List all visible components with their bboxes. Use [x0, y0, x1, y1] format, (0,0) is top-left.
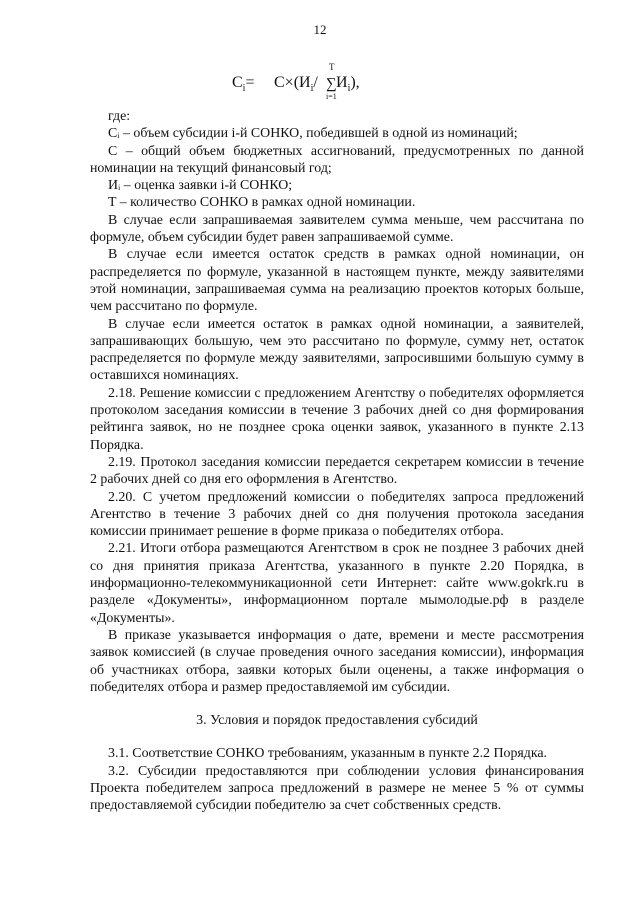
subsidy-formula — [232, 62, 392, 102]
paragraph: Cᵢ – объем субсидии i-й СОНКО, победившей в одной из номинаций; — [108, 126, 518, 142]
sigma-symbol: ∑ — [326, 76, 337, 92]
paragraph: T – количество СОНКО в рамках одной номинации. — [108, 195, 416, 211]
paragraph: В случае если запрашиваемая заявителем сумма меньше, чем рассчитана по формуле, объем субсидии будет равен запрашиваемой сумме. — [90, 212, 584, 246]
document-body — [90, 108, 584, 815]
paragraph: 3.2. Субсидии предоставляются при соблюдении условия финансирования Проекта победителем запроса предложений в размере не менее 5 % от суммы предоставляемой субсидии победителю за счет собственных средств. — [90, 763, 584, 814]
paragraph: 2.18. Решение комиссии с предложением Агентству о победителях оформляется протоколом заседания комиссии в течение 3 рабочих дней со дня формирования рейтинга заявок, но не позднее срока оценки заявок, указанного в пункте 2.13 Порядка. — [90, 385, 584, 453]
section-heading: 3. Условия и порядок предоставления субсидий — [196, 713, 478, 729]
sum-term: $И_i$), — [336, 74, 360, 95]
formula-lhs: $C_i=$ — [232, 74, 255, 95]
paragraph: В приказе указывается информация о дате, времени и месте рассмотрения заявок комиссией (в случае проведения очного заседания комиссии), информация об участниках отбора, заявки которых были оценены, а также информация о победителях отбора и размер предоставляемой им субсидии. — [90, 627, 584, 695]
sum-lower-limit: i=1 — [326, 92, 337, 101]
paragraph: 2.21. Итоги отбора размещаются Агентством в срок не позднее 3 рабочих дней со дня принятия приказа Агентства, указанного в пункте 2.20 Порядка, в информационно-телекоммуникационной сети Интернет: сайте www.gokrk.ru в разделе «Документы», информационном портале мымолодые.рф в разделе «Документы». — [90, 541, 584, 626]
paragraph: 2.19. Протокол заседания комиссии передается секретарем комиссии в течение 2 рабочих дней со дня его оформления в Агентство. — [90, 454, 584, 488]
paragraph: В случае если имеется остаток в рамках одной номинации, а заявителей, запрашивающих большую, чем это рассчитано по формуле, сумму нет, остаток распределяется по формуле между заявителями, запросившими большую сумму в оставшихся номинациях. — [90, 316, 584, 384]
formula-rhs: $C\times(И_i/$ — [274, 74, 318, 95]
paragraph: Иᵢ – оценка заявки i-й СОНКО; — [108, 178, 293, 194]
paragraph: где: — [108, 109, 131, 124]
page-number: 12 — [313, 22, 327, 37]
paragraph: В случае если имеется остаток средств в рамках одной номинации, он распределяется по формуле, указанной в настоящем пункте, между заявителями этой номинации, запрашиваемая сумма на реализацию проектов которых больше, чем рассчитано по формуле. — [90, 247, 584, 315]
paragraph: C – общий объем бюджетных ассигнований, предусмотренных по данной номинации на текущий финансовый год; — [90, 143, 584, 176]
sum-upper-limit: T — [329, 62, 335, 72]
paragraph: 3.1. Соответствие СОНКО требованиям, указанным в пункте 2.2 Порядка. — [108, 746, 548, 762]
paragraph: 2.20. С учетом предложений комиссии о победителях запроса предложений Агентство в течение 3 рабочих дней со дня получения протокола заседания комиссии принимает решение в форме приказа о победителях отбора. — [90, 489, 584, 540]
